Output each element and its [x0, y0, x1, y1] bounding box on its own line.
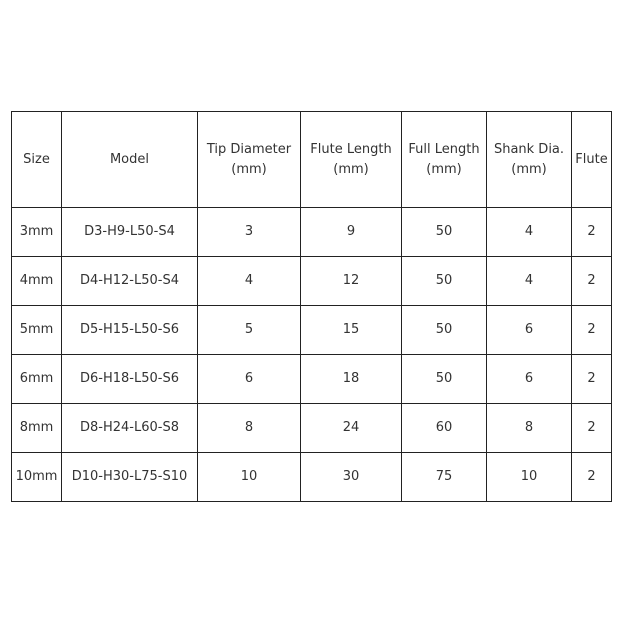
cell-tip-diameter: 3 — [198, 208, 301, 257]
header-shank-dia — [487, 112, 572, 208]
header-full-length — [402, 112, 487, 208]
cell-full-length: 50 — [402, 306, 487, 355]
cell-full-length: 50 — [402, 355, 487, 404]
cell-size: 8mm — [12, 404, 62, 453]
cell-tip-diameter: 8 — [198, 404, 301, 453]
cell-flute: 2 — [572, 355, 612, 404]
cell-size: 4mm — [12, 257, 62, 306]
cell-full-length: 75 — [402, 453, 487, 502]
spec-table — [11, 111, 612, 502]
header-flute — [572, 112, 612, 208]
cell-full-length: 60 — [402, 404, 487, 453]
cell-full-length: 50 — [402, 208, 487, 257]
cell-shank-dia: 4 — [487, 208, 572, 257]
header-full-length-unit: (mm) — [426, 161, 462, 177]
cell-shank-dia: 6 — [487, 306, 572, 355]
cell-flute-length: 9 — [301, 208, 402, 257]
cell-model: D6-H18-L50-S6 — [62, 355, 198, 404]
cell-shank-dia: 10 — [487, 453, 572, 502]
cell-flute-length: 24 — [301, 404, 402, 453]
cell-flute: 2 — [572, 404, 612, 453]
header-tip-diameter-unit: (mm) — [231, 161, 267, 177]
cell-flute-length: 30 — [301, 453, 402, 502]
cell-shank-dia: 4 — [487, 257, 572, 306]
header-row — [12, 112, 612, 208]
cell-full-length: 50 — [402, 257, 487, 306]
header-size — [12, 112, 62, 208]
table-row — [12, 208, 612, 257]
cell-model: D4-H12-L50-S4 — [62, 257, 198, 306]
cell-size: 6mm — [12, 355, 62, 404]
cell-model: D3-H9-L50-S4 — [62, 208, 198, 257]
cell-flute: 2 — [572, 257, 612, 306]
header-flute-length — [301, 112, 402, 208]
cell-tip-diameter: 5 — [198, 306, 301, 355]
cell-model: D5-H15-L50-S6 — [62, 306, 198, 355]
cell-flute: 2 — [572, 208, 612, 257]
header-tip-diameter — [198, 112, 301, 208]
cell-tip-diameter: 4 — [198, 257, 301, 306]
cell-size: 10mm — [12, 453, 62, 502]
cell-shank-dia: 6 — [487, 355, 572, 404]
table-row — [12, 453, 612, 502]
header-full-length-label: Full Length — [408, 141, 480, 157]
header-flute-length-unit: (mm) — [333, 161, 369, 177]
cell-model: D10-H30-L75-S10 — [62, 453, 198, 502]
cell-flute-length: 18 — [301, 355, 402, 404]
cell-flute-length: 15 — [301, 306, 402, 355]
cell-flute: 2 — [572, 306, 612, 355]
table-row — [12, 355, 612, 404]
cell-size: 5mm — [12, 306, 62, 355]
header-flute-label: Flute — [575, 151, 608, 167]
cell-tip-diameter: 10 — [198, 453, 301, 502]
header-model — [62, 112, 198, 208]
header-shank-dia-unit: (mm) — [511, 161, 547, 177]
cell-flute-length: 12 — [301, 257, 402, 306]
table-row — [12, 257, 612, 306]
table-row — [12, 306, 612, 355]
table-row — [12, 404, 612, 453]
cell-flute: 2 — [572, 453, 612, 502]
header-shank-dia-label: Shank Dia. — [493, 141, 565, 157]
cell-tip-diameter: 6 — [198, 355, 301, 404]
header-flute-length-label: Flute Length — [310, 141, 392, 157]
header-tip-diameter-label: Tip Diameter — [206, 141, 292, 157]
cell-size: 3mm — [12, 208, 62, 257]
header-model-label: Model — [109, 151, 150, 167]
header-size-label: Size — [23, 151, 50, 167]
cell-model: D8-H24-L60-S8 — [62, 404, 198, 453]
cell-shank-dia: 8 — [487, 404, 572, 453]
